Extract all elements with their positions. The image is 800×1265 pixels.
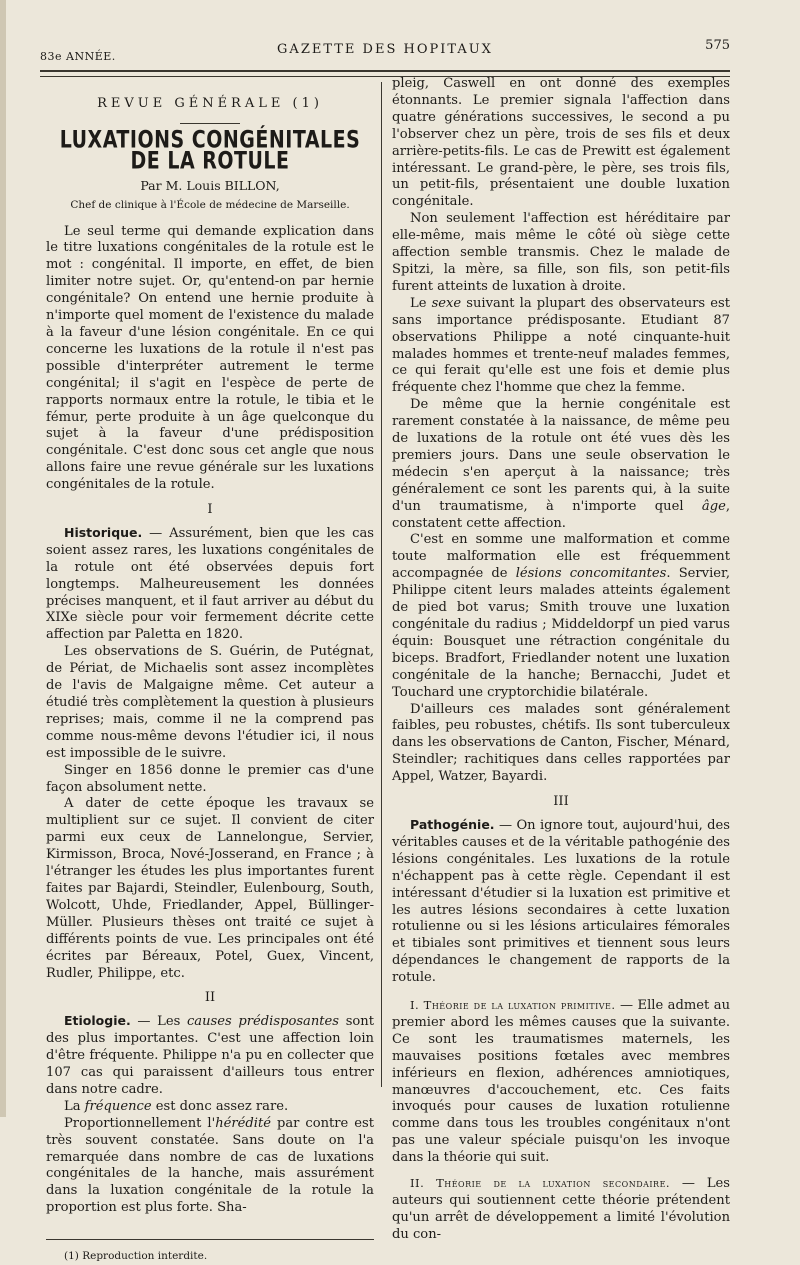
journal-title: GAZETTE DES HOPITAUX	[277, 42, 493, 57]
historique-paragraph-2: Les observations de S. Guérin, de Putégnat, de Périat, de Michaelis sont assez incomplètes de l'avis de Malgaigne même. Cet auteur a étudié très complètement la question à plusieurs reprises; mais, comme il ne la comprend pas comme nous-même devons l'étudier ici, il nous est impossible de le suivre.	[46, 644, 374, 761]
etiologie-paragraph	[46, 1013, 374, 1099]
theorie-secondaire-heading: II. Théorie de la luxation secondaire.	[410, 1176, 671, 1191]
footnote: (1) Reproduction interdite.	[64, 1250, 208, 1263]
etiologie-text-a: — Les	[130, 1014, 187, 1030]
footnote-rule	[46, 1239, 374, 1240]
etiologie-text-italic: causes prédisposantes	[186, 1014, 340, 1030]
historique-paragraph-3: Singer en 1856 donne le premier cas d'une façon absolument nette.	[46, 762, 374, 795]
page-number: 575	[705, 38, 730, 53]
author-line: Par M. Louis BILLON,	[140, 177, 280, 193]
historique-paragraph	[46, 525, 374, 644]
pathogenie-text: — On ignore tout, aujourd'hui, des véritables causes et de la véritable pathogénie des lésions congénitales. Les luxations de la rotule n'échappent pas à cette règle. Cependant il est intéressant d'étudier si la luxation est primitive et les autres lésions secondaires à cette luxation rotulienne ou si les lésions articulaires fémorales et tibiales sont primitives et tiennent sous leurs dépendances le changement de rapports de la rotule.	[392, 817, 730, 986]
theorie-secondaire-text: — Les auteurs qui soutiennent cette théorie prétendent qu'un arrêt de développement a limité l'évolution du con-	[392, 1176, 730, 1242]
etiologie-text-c: sont des plus importantes. C'est une affection loin d'être fréquente. Philippe n'a pu en collecter que 107 cas qui paraissent d'ailleurs tous entrer dans notre cadre.	[46, 1014, 374, 1097]
intro-paragraph: Le seul terme qui demande explication dans le titre luxations congénitales de la rotule est le mot : congénital. Il importe, en effet, de bien limiter notre sujet. Or, qu'entend-on par hernie congénitale? On entend une hernie produite à n'importe quel moment de l'existence du malade à la faveur d'une lésion congénitale. En ce qui concerne les luxations de la rotule il n'est pas possible d'interpréter autrement le terme congénital; il s'agit en l'espèce de perte de rapports normaux entre la rotule, le tibia et le fémur, perte produite à un âge quelconque du sujet à la faveur d'une prédisposition congénitale. C'est donc sous cet angle que nous allons faire une revue générale sur les luxations congénitales de la rotule.	[46, 223, 374, 493]
title-rule	[180, 123, 240, 124]
sexe-text-italic: sexe	[431, 295, 462, 311]
spacer	[392, 987, 730, 997]
article-title: LUXATIONS CONGÉNITALES DE LA ROTULE	[59, 125, 361, 175]
page-edge	[0, 0, 6, 1117]
sexe-text-a: Le	[410, 295, 432, 311]
heredite-text-a: Proportionnellement l'	[64, 1115, 216, 1131]
theorie-primitive-paragraph	[392, 997, 730, 1167]
pathogenie-paragraph	[392, 817, 730, 987]
age-text-italic: âge	[701, 498, 726, 514]
heredite-paragraph	[46, 1116, 374, 1217]
age-text-a: De même que la hernie congénitale est rarement constatée à la naissance, de même peu de luxations de la rotule ont été vues dès les premiers jours. Dans une seule observation le médecin s'en aperçut à la naissance; très généralement ce sont les parents qui, à la suite d'un traumatisme, à n'importe quel	[392, 397, 730, 514]
sexe-paragraph	[392, 296, 730, 397]
lesions-paragraph	[392, 532, 730, 701]
transmission-paragraph: Non seulement l'affection est héréditaire par elle-même, mais même le côté où siège cette affection semble transmis. Chez le malade de Spitzi, la mère, sa fille, son fils, son petit-fils furent atteints de luxation à droite.	[392, 211, 730, 294]
section-number-1: I	[207, 502, 213, 518]
left-column	[46, 90, 374, 1265]
column-divider	[381, 82, 382, 1087]
malades-paragraph: D'ailleurs ces malades sont généralement faibles, peu robustes, chétifs. Ils sont tuberculeux dans les observations de Canton, Fischer, Ménard, Steindler; rachitiques dans celles rapportées par Appel, Watzer, Bayardi.	[392, 701, 730, 785]
lesions-text-a: C'est en somme une malformation et comme toute malformation elle est fréquemment accompagnée de	[392, 532, 730, 582]
year-label: 83e ANNÉE.	[40, 50, 116, 63]
author-affiliation: Chef de clinique à l'École de médecine de Marseille.	[70, 198, 350, 211]
age-paragraph	[392, 397, 730, 532]
etiologie-heading: Etiologie.	[64, 1013, 131, 1029]
theorie-primitive-heading: I. Théorie de la luxation primitive.	[410, 998, 616, 1013]
age-text-c: , constatent cette affection.	[392, 498, 730, 531]
historique-paragraph-4: A dater de cette époque les travaux se multiplient sur ce sujet. Il convient de citer parmi eux ceux de Lannelongue, Servier, Kirmisson, Broca, Nové-Josserand, en France ; à l'étranger les études les plus importantes furent faites par Bajardi, Steindler, Eulenbourg, South, Wolcott, Uhde, Friedlander, Appel, Büllinger-Müller. Plusieurs thèses ont traité ce sujet à différents points de vue. Les principales ont été écrites par Béreaux, Potel, Guex, Vincent, Rudler, Philippe, etc.	[46, 796, 374, 981]
lesions-text-c: . Servier, Philippe citent leurs malades atteints également de pied bot varus; Smith trouve une luxation congénitale du radius ; Middeldorpf un pied varus équin: Bousquet une rétraction congénitale du biceps. Bradfort, Friedlander notent une luxation congénitale de la hanche; Bernacchi, Judet et Touchard une cryptorchidie bilatérale.	[392, 566, 730, 700]
historique-heading: Historique.	[64, 524, 143, 540]
section-title: REVUE GÉNÉRALE (1)	[97, 96, 323, 111]
section-number-3: III	[553, 794, 569, 810]
section-number-2: II	[204, 990, 216, 1006]
pathogenie-heading: Pathogénie.	[410, 816, 495, 832]
frequence-text-a: La	[64, 1098, 85, 1114]
header-rule	[40, 70, 730, 72]
theorie-secondaire-paragraph	[392, 1175, 730, 1244]
lesions-text-italic: lésions concomitantes	[515, 566, 667, 582]
spacer-2	[392, 1167, 730, 1175]
right-column	[392, 76, 730, 1244]
frequence-text-italic: fréquence	[84, 1098, 152, 1114]
frequence-text-c: est donc assez rare.	[151, 1098, 289, 1114]
page-header	[40, 36, 730, 66]
heredite-continued-paragraph: pleig, Caswell en ont donné des exemples étonnants. Le premier signala l'affection dans quatre générations successives, le second a pu l'observer chez un père, trois de ses fils et deux arrière-petits-fils. Le cas de Prewitt est également intéressant. Le grand-père, le père, ses trois fils, un petit-fils, présentaient une double luxation congénitale.	[392, 76, 730, 210]
heredite-text-italic: hérédité	[215, 1115, 271, 1131]
heredite-text-c: par contre est très souvent constatée. Sans doute on l'a remarquée dans nombre de cas de luxations congénitales de la hanche, mais assurément dans la luxation congénitale de la rotule la proportion est plus forte. Sha-	[46, 1115, 375, 1216]
historique-text: — Assurément, bien que les cas soient assez rares, les luxations congénitales de la rotule ont été observées depuis fort longtemps. Malheureusement les données précises manquent, et il faut arriver au début du XIXe siècle pour voir fermement décrite cette affection par Paletta en 1820.	[46, 525, 374, 643]
theorie-primitive-text: — Elle admet au premier abord les mêmes causes que la suivante. Ce sont les traumatismes maternels, les mauvaises positions fœtales avec membres inférieurs en flexion, adhérences amniotiques, manœuvres d'accouchement, etc. Ces faits invoqués pour causes de luxation rotulienne comme dans tous les troubles congénitaux n'ont pas une valeur spéciale puisqu'on les invoque dans la théorie qui suit.	[392, 998, 731, 1166]
sexe-text-c: suivant la plupart des observateurs est sans importance prédisposante. Etudiant 87 observations Philippe a noté cinquante-huit malades hommes et trente-neuf malades femmes, ce qui ferait qu'elle est une fois et demie plus fréquente chez l'homme que chez la femme.	[392, 295, 730, 396]
frequence-paragraph	[46, 1099, 374, 1116]
